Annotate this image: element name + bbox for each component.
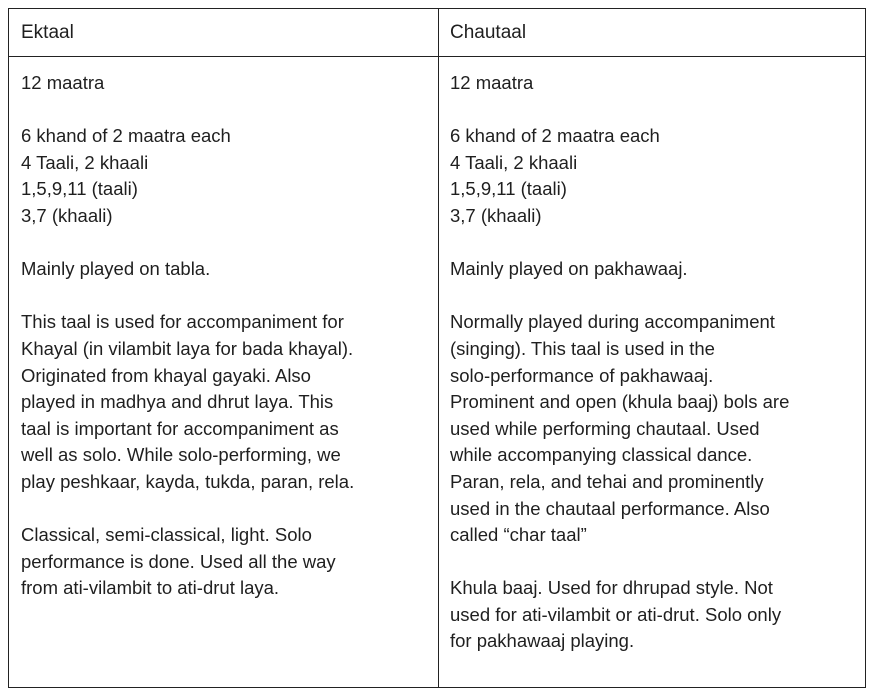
chautaal-usage-line: Prominent and open (khula baaj) bols are bbox=[450, 391, 790, 413]
ektaal-usage-line: taal is important for accompaniment as bbox=[21, 417, 339, 439]
header-divider bbox=[9, 56, 865, 57]
chautaal-usage-line: Normally played during accompaniment bbox=[450, 311, 775, 333]
chautaal-usage-line: used in the chautaal performance. Also bbox=[450, 497, 770, 519]
chautaal-usage-line: used while performing chautaal. Used bbox=[450, 417, 760, 439]
chautaal-usage-line: (singing). This taal is used in the bbox=[450, 337, 715, 359]
chautaal-usage-line: called “char taal” bbox=[450, 524, 587, 546]
chautaal-style-line: used for ati-vilambit or ati-drut. Solo only bbox=[450, 603, 782, 625]
ektaal-structure-line: 3,7 (khaali) bbox=[21, 204, 113, 226]
ektaal-style-line: performance is done. Used all the way bbox=[21, 550, 336, 572]
ektaal-usage-line: play peshkaar, kayda, tukda, paran, rela. bbox=[21, 470, 355, 492]
ektaal-structure-line: 1,5,9,11 (taali) bbox=[21, 178, 138, 200]
chautaal-structure-line: 4 Taali, 2 khaali bbox=[450, 151, 578, 173]
ektaal-usage-line: This taal is used for accompaniment for bbox=[21, 311, 344, 333]
chautaal-style-line: Khula baaj. Used for dhrupad style. Not bbox=[450, 577, 773, 599]
chautaal-style-line: for pakhawaaj playing. bbox=[450, 630, 635, 652]
ektaal-structure-line: 6 khand of 2 maatra each bbox=[21, 125, 231, 147]
ektaal-style-line: from ati-vilambit to ati-drut laya. bbox=[21, 577, 280, 599]
ektaal-style-line: Classical, semi-classical, light. Solo bbox=[21, 524, 312, 546]
chautaal-usage-line: while accompanying classical dance. bbox=[450, 444, 753, 466]
header-chautaal: Chautaal bbox=[450, 22, 527, 43]
header-ektaal: Ektaal bbox=[21, 22, 74, 43]
chautaal-structure-line: 3,7 (khaali) bbox=[450, 204, 542, 226]
ektaal-usage-line: Khayal (in vilambit laya for bada khayal). bbox=[21, 337, 354, 359]
chautaal-usage-line: Paran, rela, and tehai and prominently bbox=[450, 470, 764, 492]
taal-comparison-table bbox=[8, 8, 866, 688]
ektaal-cell bbox=[21, 70, 431, 602]
chautaal-structure-line: 6 khand of 2 maatra each bbox=[450, 125, 660, 147]
chautaal-instrument: Mainly played on pakhawaaj. bbox=[450, 258, 688, 280]
ektaal-maatra: 12 maatra bbox=[21, 72, 105, 93]
chautaal-maatra: 12 maatra bbox=[450, 72, 534, 93]
chautaal-structure-line: 1,5,9,11 (taali) bbox=[450, 178, 567, 200]
ektaal-usage-line: well as solo. While solo-performing, we bbox=[21, 444, 341, 466]
ektaal-structure-line: 4 Taali, 2 khaali bbox=[21, 151, 149, 173]
column-divider bbox=[438, 9, 439, 687]
chautaal-usage-line: solo-performance of pakhawaaj. bbox=[450, 364, 714, 386]
ektaal-usage-line: Originated from khayal gayaki. Also bbox=[21, 364, 311, 386]
ektaal-usage-line: played in madhya and dhrut laya. This bbox=[21, 391, 334, 413]
chautaal-cell bbox=[450, 70, 860, 655]
ektaal-instrument: Mainly played on tabla. bbox=[21, 258, 211, 280]
